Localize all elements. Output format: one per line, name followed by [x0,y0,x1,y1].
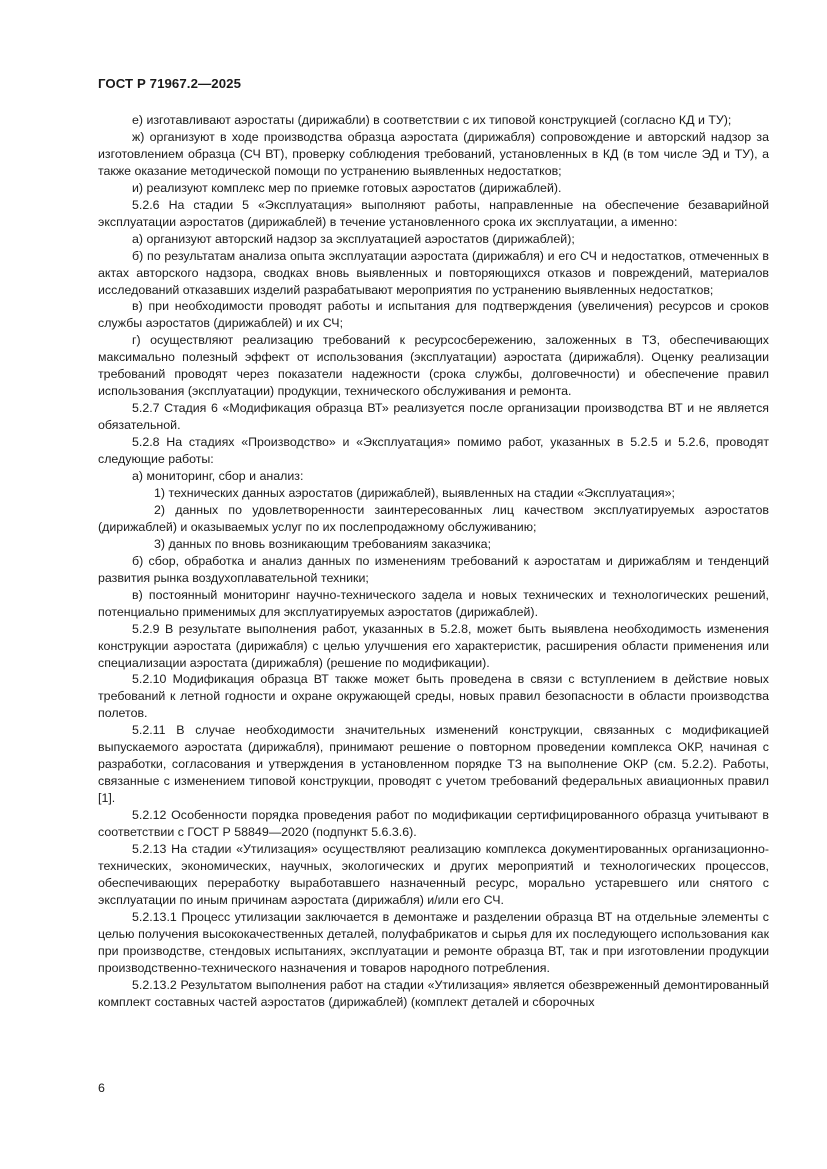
page-number: 6 [98,1081,105,1095]
list-item-b: б) сбор, обработка и анализ данных по изменениям требований к аэростатам и дирижаблям и тенденций развития рынка воздухоплавательной техники; [98,553,769,585]
list-item-v: в) постоянный мониторинг научно-технического задела и новых технических и технологических решений, потенциально применимых для эксплуатируемых аэростатов (дирижаблей). [98,587,769,619]
document-header: ГОСТ Р 71967.2—2025 [98,76,242,91]
sub-item-3: 3) данных по вновь возникающим требованиям заказчика; [154,536,492,551]
document-body [98,112,769,1011]
clause-5-2-13: 5.2.13 На стадии «Утилизация» осуществляют реализацию комплекса документированных организационно-технических, экономических, научных, экологических и других мероприятий и технологических процессов, обеспечивающих переработку выработавшего назначенный ресурс, морально устаревшего или снятого с эксплуатации по иным причинам аэростата (дирижабля) и/или его СЧ. [98,841,769,907]
clause-5-2-11: 5.2.11 В случае необходимости значительных изменений конструкции, связанных с модификацией выпускаемого аэростата (дирижабля), принимают решение о повторном проведении комплекса ОКР, начиная с разработки, согласования и утверждения в установленном порядке ТЗ на выполнение ОКР (см. 5.2.2). Работы, связанные с изменением типовой конструкции, проводят с учетом требований федеральных авиационных правил [1]. [98,723,769,806]
clause-5-2-13-1: 5.2.13.1 Процесс утилизации заключается в демонтаже и разделении образца ВТ на отдельные элементы с целью получения высококачественных деталей, полуфабрикатов и сырья для их последующего использования как при производстве, стендовых испытаниях, эксплуатации и ремонте образца ВТ, так и при изготовлении продукции производственно-технического назначения и товаров народного потребления. [98,909,769,975]
clause-5-2-13-2: 5.2.13.2 Результатом выполнения работ на стадии «Утилизация» является обезвреженный демонтированный комплект составных частей аэростатов (дирижаблей) (комплект деталей и сборочных [98,977,769,1009]
list-item-a: а) мониторинг, сбор и анализ: [132,469,304,484]
list-item-i: и) реализуют комплекс мер по приемке готовых аэростатов (дирижаблей). [132,180,562,195]
clause-5-2-7: 5.2.7 Стадия 6 «Модификация образца ВТ» реализуется после организации производства ВТ и не является обязательной. [98,401,769,433]
list-item-v: в) при необходимости проводят работы и испытания для подтверждения (увеличения) ресурсов и сроков службы аэростатов (дирижаблей) и их СЧ; [98,299,769,331]
list-item-zh: ж) организуют в ходе производства образца аэростата (дирижабля) сопровождение и авторский надзор за изготовлением образца (СЧ ВТ), проверку соблюдения требований, установленных в КД (в том числе ЭД и ТУ), а также оказание методической помощи по устранению выявленных недостатков; [98,129,769,178]
clause-5-2-12: 5.2.12 Особенности порядка проведения работ по модификации сертифицированного образца учитывают в соответствии с ГОСТ Р 58849—2020 (подпункт 5.6.3.6). [98,808,769,840]
clause-5-2-10: 5.2.10 Модификация образца ВТ также может быть проведена в связи с вступлением в действие новых требований к летной годности и охране окружающей среды, новых правил безопасности в области производства полетов. [98,672,769,721]
clause-5-2-6: 5.2.6 На стадии 5 «Эксплуатация» выполняют работы, направленные на обеспечение безаварийной эксплуатации аэростатов (дирижаблей) в течение установленного срока их эксплуатации, а именно: [98,197,769,229]
clause-5-2-8: 5.2.8 На стадиях «Производство» и «Эксплуатация» помимо работ, указанных в 5.2.5 и 5.2.6, проводят следующие работы: [98,435,769,467]
list-item-e: е) изготавливают аэростаты (дирижабли) в соответствии с их типовой конструкцией (согласно КД и ТУ); [132,113,732,127]
list-item-b: б) по результатам анализа опыта эксплуатации аэростата (дирижабля) и его СЧ и недостатков, отмеченных в актах авторского надзора, сводках вновь выявленных и повторяющихся отказов и повреждений, материалов исследований отказавших изделий разрабатывают мероприятия по устранению выявленных недостатков; [98,248,769,297]
sub-item-1: 1) технических данных аэростатов (дирижаблей), выявленных на стадии «Эксплуатация»; [154,485,675,500]
list-item-g: г) осуществляют реализацию требований к ресурсосбережению, заложенных в ТЗ, обеспечивающих максимально полезный эффект от использования (эксплуатации) аэростата (дирижабля). Оценку реализации требований проводят через показатели надежности (срока службы, долговечности) и обеспечение правил использования (эксплуатации) продукции, технического обслуживания и ремонта. [98,333,769,399]
clause-5-2-9: 5.2.9 В результате выполнения работ, указанных в 5.2.8, может быть выявлена необходимость изменения конструкции аэростата (дирижабля) с целью улучшения его характеристик, расширения области применения или специализации аэростата (дирижабля) (решение по модификации). [98,621,769,670]
sub-item-2: 2) данных по удовлетворенности заинтересованных лиц качеством эксплуатируемых аэростатов (дирижаблей) и оказываемых услуг по их послепродажному обслуживанию; [98,502,769,534]
list-item-a: а) организуют авторский надзор за эксплуатацией аэростатов (дирижаблей); [132,231,575,246]
